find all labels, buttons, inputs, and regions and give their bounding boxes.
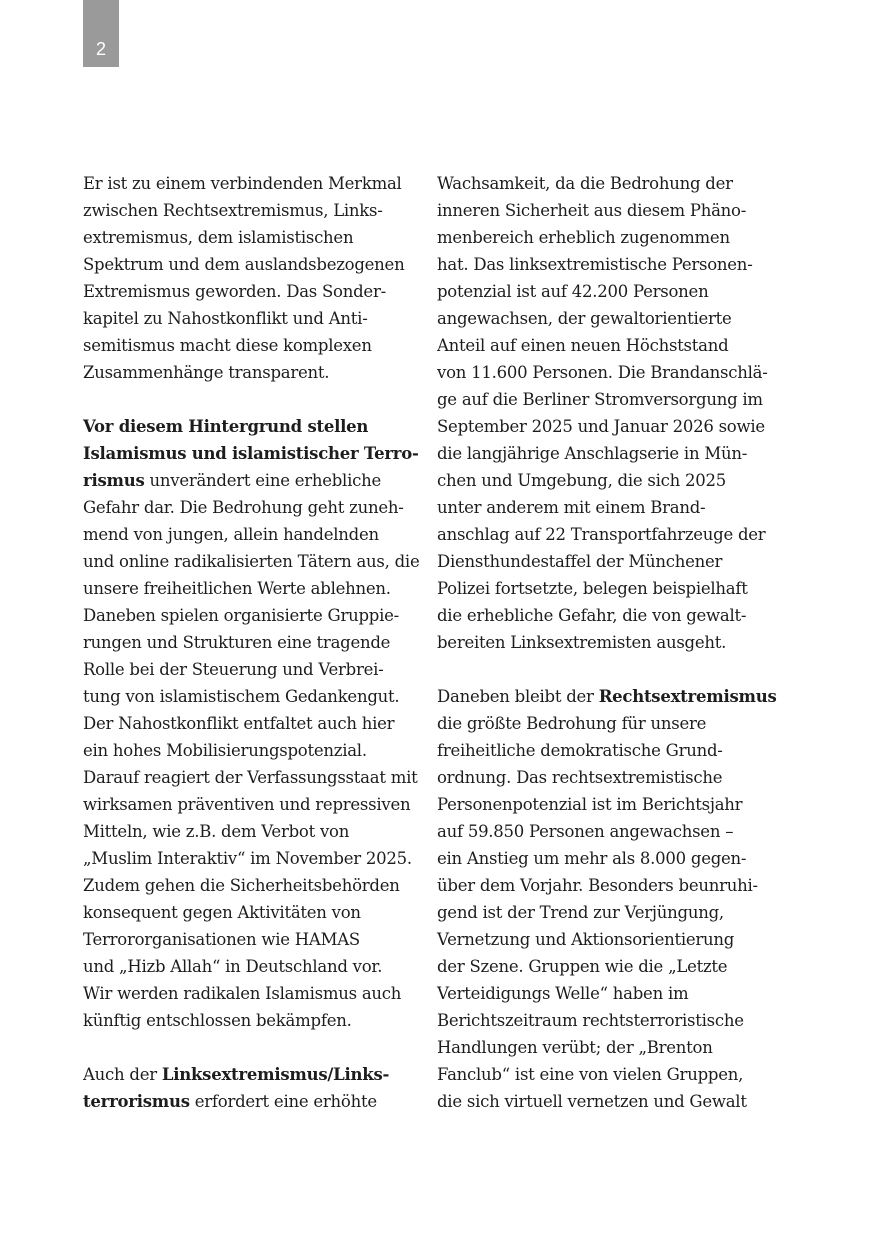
text-line bbox=[437, 224, 767, 251]
text-segment: Auch der bbox=[83, 1065, 162, 1084]
text-line bbox=[83, 791, 413, 818]
text-line bbox=[83, 980, 413, 1007]
text-segment: bereiten Linksextremisten ausgeht. bbox=[437, 633, 727, 652]
text-segment: Handlungen verübt; der „Brenton bbox=[437, 1038, 713, 1057]
text-segment: unverändert eine erhebliche bbox=[144, 471, 381, 490]
text-segment: die langjährige Anschlagserie in Mün- bbox=[437, 444, 748, 463]
text-line bbox=[83, 818, 413, 845]
text-segment: inneren Sicherheit aus diesem Phäno- bbox=[437, 201, 747, 220]
text-segment: freiheitliche demokratische Grund- bbox=[437, 741, 723, 760]
text-line bbox=[83, 710, 413, 737]
text-line bbox=[437, 197, 767, 224]
text-segment: Darauf reagiert der Verfassungsstaat mit bbox=[83, 768, 418, 787]
text-line bbox=[83, 548, 420, 575]
text-line bbox=[437, 953, 767, 980]
text-line bbox=[83, 170, 413, 197]
text-segment: Rolle bei der Steuerung und Verbrei- bbox=[83, 660, 384, 679]
text-line bbox=[83, 413, 413, 440]
text-segment: Mitteln, wie z.B. dem Verbot von bbox=[83, 822, 350, 841]
text-column-left bbox=[83, 170, 420, 1115]
text-line bbox=[83, 656, 413, 683]
text-line bbox=[83, 575, 413, 602]
text-segment: kapitel zu Nahostkonflikt und Anti- bbox=[83, 309, 368, 328]
text-segment: gend ist der Trend zur Verjüngung, bbox=[437, 903, 724, 922]
text-segment: unter anderem mit einem Brand- bbox=[437, 498, 706, 517]
page-number-tab bbox=[83, 0, 119, 67]
text-line bbox=[437, 467, 767, 494]
text-line bbox=[83, 872, 413, 899]
text-line bbox=[83, 845, 413, 872]
text-segment: zwischen Rechtsextremismus, Links- bbox=[83, 201, 383, 220]
text-line bbox=[437, 926, 767, 953]
text-segment: wirksamen präventiven und repressiven bbox=[83, 795, 411, 814]
text-segment: die sich virtuell vernetzen und Gewalt bbox=[437, 1092, 747, 1111]
text-segment: die größte Bedrohung für unsere bbox=[437, 714, 707, 733]
text-segment: Der Nahostkonflikt entfaltet auch hier bbox=[83, 714, 395, 733]
text-segment: angewachsen, der gewaltorientierte bbox=[437, 309, 732, 328]
text-segment: Personenpotenzial ist im Berichtsjahr bbox=[437, 795, 743, 814]
text-segment: konsequent gegen Aktivitäten von bbox=[83, 903, 361, 922]
bold-text: rismus bbox=[83, 471, 145, 490]
text-line bbox=[83, 764, 418, 791]
text-line bbox=[83, 440, 419, 467]
text-segment: Gefahr dar. Die Bedrohung geht zuneh- bbox=[83, 498, 404, 517]
text-line bbox=[83, 197, 413, 224]
text-line bbox=[83, 1061, 413, 1088]
bold-text: Vor diesem Hintergrund stellen bbox=[83, 417, 369, 436]
text-line bbox=[437, 305, 767, 332]
text-line bbox=[83, 332, 413, 359]
text-segment: über dem Vorjahr. Besonders beunruhi- bbox=[437, 876, 758, 895]
text-line bbox=[83, 251, 413, 278]
text-line bbox=[437, 737, 767, 764]
text-line bbox=[437, 548, 767, 575]
text-line bbox=[83, 737, 413, 764]
text-segment: Er ist zu einem verbindenden Merkmal bbox=[83, 174, 402, 193]
text-line bbox=[83, 953, 413, 980]
text-segment: Spektrum und dem auslandsbezogenen bbox=[83, 255, 405, 274]
text-line bbox=[437, 710, 767, 737]
bold-text: Islamismus und islamistischer Terro- bbox=[83, 444, 419, 463]
text-line bbox=[83, 926, 413, 953]
text-segment: ein Anstieg um mehr als 8.000 gegen- bbox=[437, 849, 747, 868]
text-line bbox=[437, 899, 767, 926]
text-segment: erfordert eine erhöhte bbox=[189, 1092, 377, 1111]
text-line bbox=[437, 980, 767, 1007]
bold-text: terrorismus bbox=[83, 1092, 190, 1111]
text-line bbox=[83, 224, 413, 251]
text-segment: rungen und Strukturen eine tragende bbox=[83, 633, 391, 652]
bold-text: Linksextremismus/Links- bbox=[161, 1065, 390, 1084]
text-line bbox=[437, 1061, 767, 1088]
text-line bbox=[83, 1007, 413, 1034]
text-line bbox=[83, 683, 413, 710]
text-segment: Berichtszeitraum rechtsterroristische bbox=[437, 1011, 744, 1030]
text-segment: Zusammenhänge transparent. bbox=[83, 363, 330, 382]
text-line bbox=[83, 521, 413, 548]
text-line bbox=[437, 845, 767, 872]
text-segment: der Szene. Gruppen wie die „Letzte bbox=[437, 957, 728, 976]
bold-text: Rechtsextremismus bbox=[598, 687, 777, 706]
text-line bbox=[437, 575, 767, 602]
text-line bbox=[83, 899, 413, 926]
text-segment: semitismus macht diese komplexen bbox=[83, 336, 372, 355]
text-segment: auf 59.850 Personen angewachsen – bbox=[437, 822, 734, 841]
text-segment: chen und Umgebung, die sich 2025 bbox=[437, 471, 727, 490]
text-segment: Fanclub“ ist eine von vielen Gruppen, bbox=[437, 1065, 744, 1084]
text-segment: Zudem gehen die Sicherheitsbehörden bbox=[83, 876, 400, 895]
text-column-right bbox=[437, 170, 777, 1115]
text-line bbox=[83, 305, 413, 332]
text-line bbox=[83, 602, 413, 629]
text-line bbox=[437, 764, 767, 791]
paragraph-gap bbox=[83, 386, 413, 413]
text-segment: Vernetzung und Aktionsorientierung bbox=[437, 930, 735, 949]
text-segment: Verteidigungs Welle“ haben im bbox=[437, 984, 689, 1003]
text-segment: ein hohes Mobilisierungspotenzial. bbox=[83, 741, 367, 760]
text-segment: und online radikalisierten Tätern aus, die bbox=[83, 552, 420, 571]
text-line bbox=[83, 467, 413, 494]
text-line bbox=[83, 359, 413, 386]
text-segment: potenzial ist auf 42.200 Personen bbox=[437, 282, 709, 301]
text-segment: anschlag auf 22 Transportfahrzeuge der bbox=[437, 525, 766, 544]
text-line bbox=[83, 278, 413, 305]
text-segment: unsere freiheitlichen Werte ablehnen. bbox=[83, 579, 391, 598]
text-segment: die erhebliche Gefahr, die von gewalt- bbox=[437, 606, 747, 625]
text-segment: „Muslim Interaktiv“ im November 2025. bbox=[83, 849, 412, 868]
page-number: 2 bbox=[95, 39, 106, 59]
text-segment: Diensthundestaffel der Münchener bbox=[437, 552, 723, 571]
text-line bbox=[83, 629, 413, 656]
text-segment: tung von islamistischem Gedankengut. bbox=[83, 687, 400, 706]
paragraph-gap bbox=[437, 656, 767, 683]
text-segment: mend von jungen, allein handelnden bbox=[83, 525, 379, 544]
text-line bbox=[437, 818, 767, 845]
text-segment: Daneben spielen organisierte Gruppie- bbox=[83, 606, 399, 625]
text-line bbox=[437, 278, 767, 305]
text-segment: hat. Das linksextremistische Personen- bbox=[437, 255, 753, 274]
text-line bbox=[437, 791, 767, 818]
text-segment: Wir werden radikalen Islamismus auch bbox=[83, 984, 402, 1003]
text-segment: Anteil auf einen neuen Höchststand bbox=[437, 336, 729, 355]
text-segment: ordnung. Das rechtsextremistische bbox=[437, 768, 723, 787]
text-line bbox=[437, 386, 767, 413]
text-line bbox=[437, 494, 767, 521]
text-segment: und „Hizb Allah“ in Deutschland vor. bbox=[83, 957, 383, 976]
text-line bbox=[437, 440, 767, 467]
text-segment: September 2025 und Januar 2026 sowie bbox=[437, 417, 765, 436]
text-line bbox=[437, 170, 767, 197]
text-line bbox=[83, 1088, 413, 1115]
text-segment: extremismus, dem islamistischen bbox=[83, 228, 354, 247]
text-segment: Wachsamkeit, da die Bedrohung der bbox=[437, 174, 733, 193]
text-segment: Terrororganisationen wie HAMAS bbox=[83, 930, 360, 949]
text-line bbox=[437, 683, 777, 710]
text-line bbox=[437, 602, 767, 629]
text-line bbox=[437, 359, 767, 386]
text-segment: Polizei fortsetzte, belegen beispielhaft bbox=[437, 579, 748, 598]
text-segment: Extremismus geworden. Das Sonder- bbox=[83, 282, 386, 301]
text-segment: ge auf die Berliner Stromversorgung im bbox=[437, 390, 763, 409]
text-line bbox=[437, 1007, 767, 1034]
paragraph-gap bbox=[83, 1034, 413, 1061]
text-segment: menbereich erheblich zugenommen bbox=[437, 228, 730, 247]
text-segment: von 11.600 Personen. Die Brandanschlä- bbox=[437, 363, 768, 382]
text-line bbox=[437, 251, 767, 278]
text-line bbox=[437, 332, 767, 359]
text-line bbox=[437, 872, 767, 899]
text-line bbox=[437, 1088, 767, 1115]
text-segment: Daneben bleibt der bbox=[437, 687, 599, 706]
text-line bbox=[437, 413, 767, 440]
text-segment: künftig entschlossen bekämpfen. bbox=[83, 1011, 352, 1030]
text-line bbox=[437, 629, 767, 656]
text-line bbox=[437, 521, 767, 548]
text-line bbox=[437, 1034, 767, 1061]
text-line bbox=[83, 494, 413, 521]
